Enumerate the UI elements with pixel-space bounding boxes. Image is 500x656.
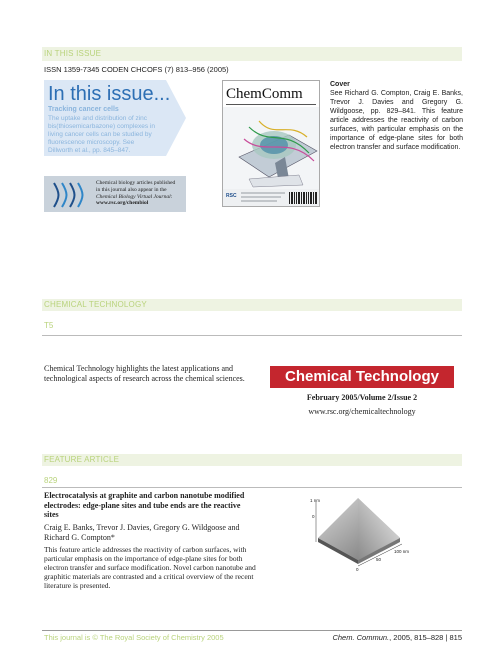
feature-rule xyxy=(42,487,462,488)
issn-line: ISSN 1359-7345 CODEN CHCOFS (7) 813–956 (2005) xyxy=(44,65,229,74)
afm-surface-figure xyxy=(296,494,416,574)
chemtech-band: CHEMICAL TECHNOLOGY xyxy=(42,299,462,311)
cover-masthead-rule xyxy=(226,104,316,105)
chemtech-url[interactable]: www.rsc.org/chemicaltechnology xyxy=(308,407,416,416)
chemtech-description: Chemical Technology highlights the latest applications and technological aspects of research across the chemical sciences. xyxy=(44,364,245,383)
feature-page-number: 829 xyxy=(44,476,58,485)
chemtech-issue: February 2005/Volume 2/Issue 2 xyxy=(306,393,418,402)
cover-description xyxy=(330,80,463,152)
cover-rsc-logo: RSC xyxy=(226,193,237,199)
chemcomm-cover-image[interactable] xyxy=(222,80,320,207)
promo-text: The uptake and distribution of zinc bis(thiosemicarbazone) complexes in living cancer cells can be studied by fluorescence microscopy. See Dillworth et al., pp. 845–847. xyxy=(48,115,155,154)
footer-citation: Chem. Commun., 2005, 815–828 | 815 xyxy=(332,633,462,642)
chembio-text: Chemical biology articles published in this journal also appear in the Chemical Biology Virtual Journal: www.rsc.org/chembiol xyxy=(96,180,176,207)
chemtech-page-number: T5 xyxy=(44,321,54,330)
feature-title[interactable]: Electrocatalysis at graphite and carbon nanotube modified electrodes: edge-plane sites and tube ends are the reactive sites xyxy=(44,491,245,519)
afm-label-zero: 0 xyxy=(312,514,315,519)
in-this-issue-promo[interactable] xyxy=(44,80,186,156)
dna-helix-icon xyxy=(50,179,90,209)
afm-label-mid: 50 xyxy=(376,557,382,562)
cover-barcode xyxy=(289,192,317,204)
cover-footer-strip xyxy=(223,189,320,207)
promo-subtitle: Tracking cancer cells xyxy=(48,106,119,113)
chemtech-rule xyxy=(42,335,462,336)
in-this-issue-band: IN THIS ISSUE xyxy=(42,47,462,61)
feature-authors: Craig E. Banks, Trevor J. Davies, Gregory G. Wildgoose and Richard G. Compton* xyxy=(44,523,240,542)
cover-illustration xyxy=(223,107,320,189)
chemtech-banner[interactable]: Chemical Technology xyxy=(270,366,454,388)
cover-masthead: ChemComm xyxy=(226,86,303,102)
footer-rule xyxy=(42,630,462,631)
cover-body: See Richard G. Compton, Craig E. Banks, Trevor J. Davies and Gregory G. Wildgoose, pp. 829–841. This feature article addresses the reactivity of carbon surfaces, with particular emphasis on the importance of edge-plane sites for both electron transfer and surface modification. xyxy=(330,90,463,151)
feature-band: FEATURE ARTICLE xyxy=(42,454,462,466)
promo-title: In this issue... xyxy=(48,83,171,105)
afm-label-top: 1 nm xyxy=(310,498,321,503)
afm-label-bottom: 0 xyxy=(356,567,359,572)
chembio-box[interactable] xyxy=(44,176,186,212)
cover-heading: Cover xyxy=(330,81,350,88)
feature-abstract: This feature article addresses the reactivity of carbon surfaces, with particular emphasis on the importance of edge-plane sites for both electron transfer and surface modification. Novel carbon nanotube and graphitic materials are contrasted and a critical overview of the recent literature is presented. xyxy=(44,545,256,590)
afm-label-right: 100 nm xyxy=(394,549,410,554)
footer-copyright: This journal is © The Royal Society of Chemistry 2005 xyxy=(44,633,224,642)
